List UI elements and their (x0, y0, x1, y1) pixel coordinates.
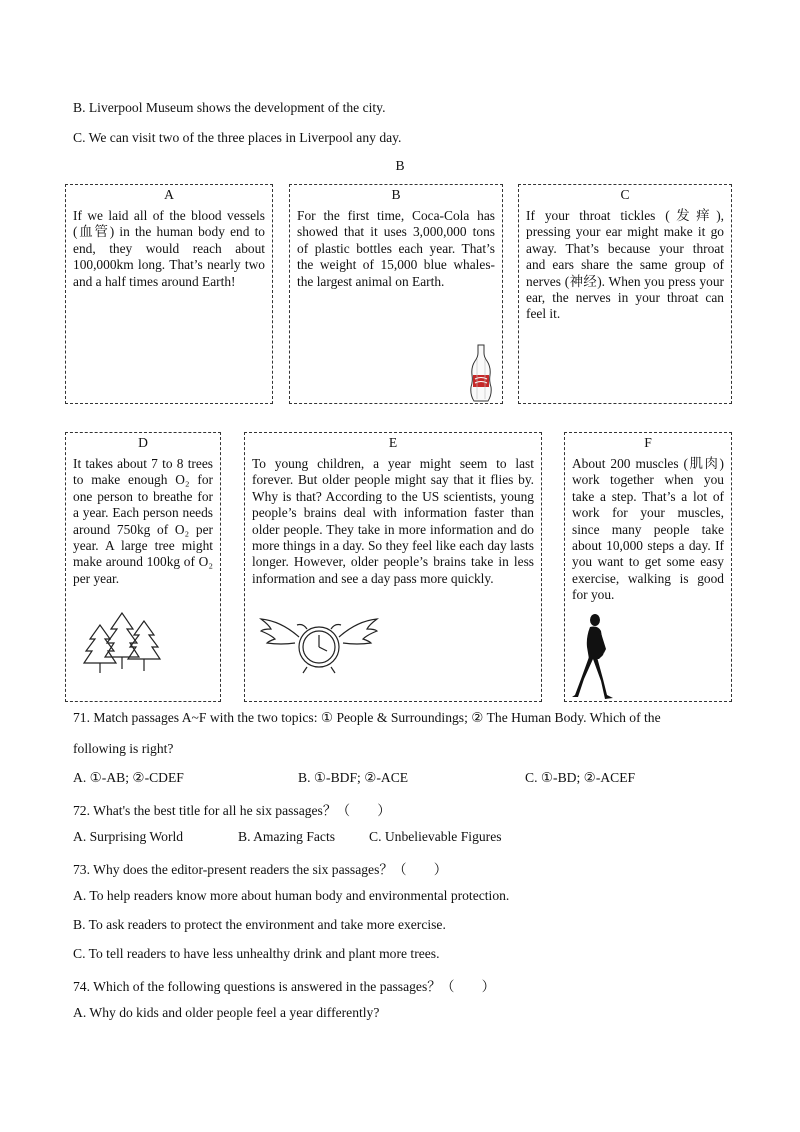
passage-text: To young children, a year might seem to last forever. But older people might say that it flies by. Why is that? According to the US scientists, young people’s brains deal with information faster than older people. They take in more information and do more things in a day. So they feel like each day lasts longer. However, older people’s brains take in less information and see a day pass more quickly. (252, 456, 534, 586)
walking-person-icon (571, 613, 615, 701)
passage-box-e (244, 432, 542, 702)
q74-option-a: A. Why do kids and older people feel a year differently? (73, 1005, 380, 1020)
passage-letter: C (620, 187, 630, 202)
q73-option-b: B. To ask readers to protect the environment and take more exercise. (73, 917, 446, 932)
q71-option-b: B. ①-BDF; ②-ACE (298, 770, 409, 785)
passage-box-b (289, 184, 503, 404)
passage-letter: E (388, 435, 398, 450)
passage-text: It takes about 7 to 8 trees to make enough O₂ for one person to breathe for a year. Each person needs around 750kg of O₂ per year. A large tree might make around 100kg of O₂ per year. (73, 456, 213, 586)
flying-clock-icon (259, 613, 379, 677)
intro-option-b: B. Liverpool Museum shows the development of the city. (73, 100, 386, 115)
intro-option-c: C. We can visit two of the three places in Liverpool any day. (73, 130, 402, 145)
q73-option-a: A. To help readers know more about human body and environmental protection. (73, 888, 510, 903)
trees-icon (80, 609, 166, 677)
passage-letter: F (644, 435, 652, 450)
passage-letter: D (138, 435, 148, 450)
passage-text: About 200 muscles (肌肉) work together when you take a step. That’s a lot of work for your muscles, since many people take about 10,000 steps a day. If you want to get some easy exercise, walking is good for you. (572, 456, 724, 603)
section-label: B (395, 158, 405, 173)
passage-letter: A (164, 187, 174, 202)
passage-text: If we laid all of the blood vessels (血管) in the human body end to end, they would reach about 100,000km long. That’s nearly two and a half times around Earth! (73, 208, 265, 289)
q72-stem: 72. What's the best title for all he six passages？（ ） (73, 803, 391, 818)
q71-stem-line1: 71. Match passages A~F with the two topics: ① People & Surroundings; ② The Human Body. Which of the (73, 710, 661, 725)
q72-option-c: C. Unbelievable Figures (369, 829, 502, 844)
passage-text: For the first time, Coca-Cola has showed that it uses 3,000,000 tons of plastic bottles each year. That’s the weight of 15,000 blue whales- the largest animal on Earth. (297, 208, 495, 289)
passage-box-f (564, 432, 732, 702)
q73-option-c: C. To tell readers to have less unhealthy drink and plant more trees. (73, 946, 440, 961)
q72-option-b: B. Amazing Facts (238, 829, 336, 844)
passage-box-a (65, 184, 273, 404)
q74-stem: 74. Which of the following questions is answered in the passages？（ ） (73, 979, 496, 994)
coca-cola-bottle-icon (466, 343, 496, 403)
q71-option-c: C. ①-BD; ②-ACEF (525, 770, 636, 785)
q71-stem-line2: following is right? (73, 741, 174, 756)
passage-box-d (65, 432, 221, 702)
q72-option-a: A. Surprising World (73, 829, 184, 844)
q71-option-a: A. ①-AB; ②-CDEF (73, 770, 184, 785)
q73-stem: 73. Why does the editor-present readers the six passages？（ ） (73, 862, 448, 877)
passage-text: If your throat tickles (发痒), pressing your ear might make it go away. That’s because your throat and ears share the same group of nerves (神经). When you press your ear, the nerves in your throat can feel it. (526, 208, 724, 322)
passage-letter: B (391, 187, 401, 202)
passage-box-c (518, 184, 732, 404)
